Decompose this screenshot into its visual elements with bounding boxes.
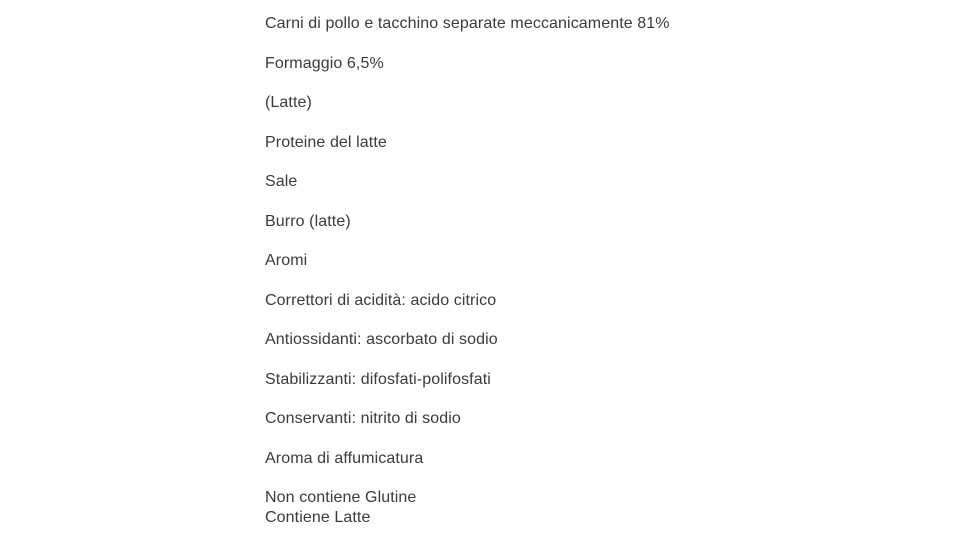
ingredient-item: (Latte): [265, 94, 312, 111]
ingredient-item: Carni di pollo e tacchino separate meccanicamente 81%: [265, 15, 670, 32]
ingredient-item: Aromi: [265, 252, 308, 269]
allergen-notes: [265, 488, 670, 528]
ingredient-item: Burro (latte): [265, 212, 351, 230]
ingredient-item: Conservanti: nitrito di sodio: [265, 410, 461, 427]
ingredients-list: [265, 14, 670, 528]
ingredient-item: Aroma di affumicatura: [265, 449, 424, 467]
contains-milk-note: Contiene Latte: [265, 509, 371, 526]
ingredient-item: Formaggio 6,5%: [265, 54, 384, 72]
ingredient-item: Sale: [265, 173, 298, 190]
ingredient-item: Stabilizzanti: difosfati-polifosfati: [265, 370, 491, 388]
gluten-free-note: Non contiene Glutine: [265, 489, 417, 506]
ingredient-item: Correttori di acidità: acido citrico: [265, 291, 497, 309]
ingredient-item: Antiossidanti: ascorbato di sodio: [265, 331, 498, 348]
ingredient-item: Proteine del latte: [265, 133, 387, 151]
